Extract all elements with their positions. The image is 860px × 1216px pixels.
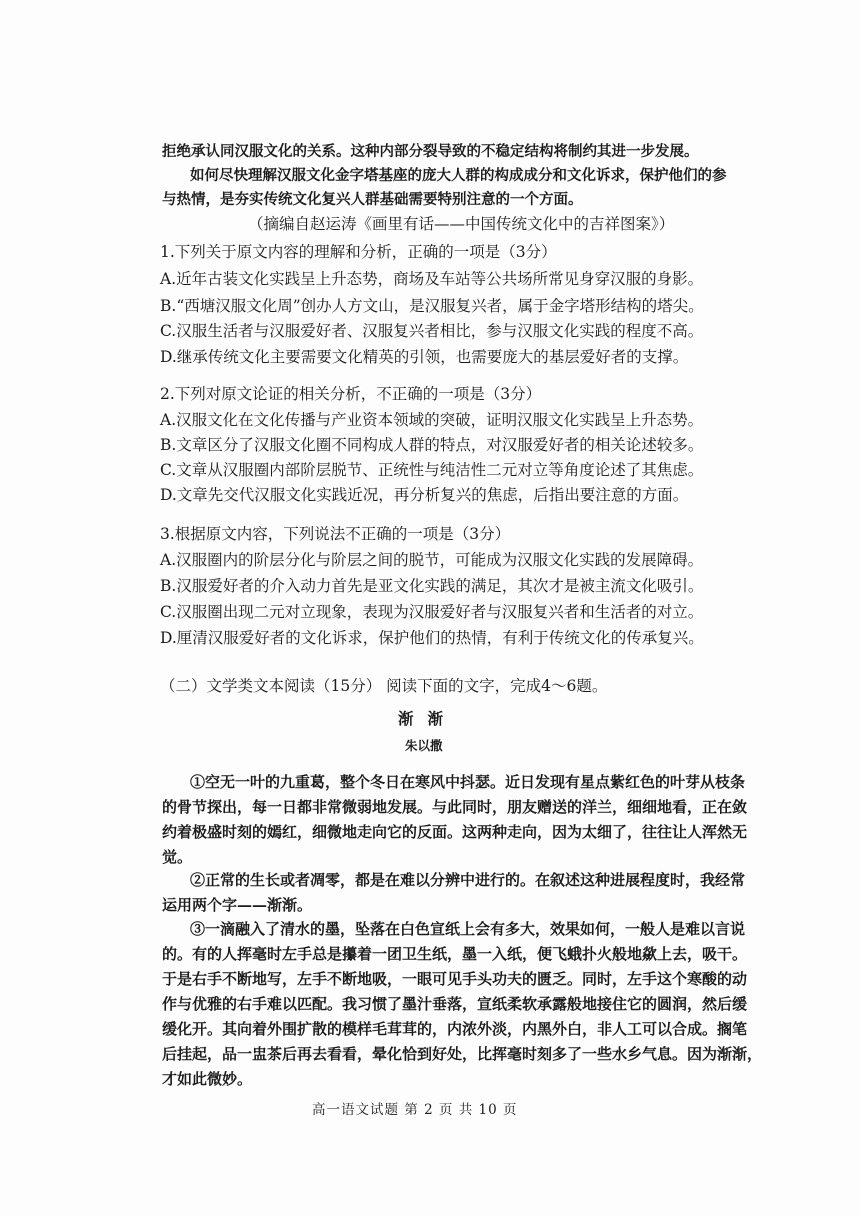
question-option: D.继承传统文化主要需要文化精英的引领，也需要庞大的基层爱好者的支撑。 xyxy=(160,348,689,366)
story-line: 的。有的人挥毫时左手总是攥着一团卫生纸，墨一入纸，便飞蛾扑火般地歘上去，吸干。 xyxy=(162,945,748,963)
page-footer: 高一语文试题 第 2 页 共 10 页 xyxy=(312,1102,518,1118)
question-stem: 2.下列对原文论证的相关分析，不正确的一项是（3分） xyxy=(160,385,542,403)
question-option: D.厘清汉服爱好者的文化诉求，保护他们的热情，有利于传统文化的传承复兴。 xyxy=(160,629,704,647)
question-option: C.汉服圈出现二元对立现象，表现为汉服爱好者与汉服复兴者和生活者的对立。 xyxy=(160,603,704,621)
story-line: 运用两个字——渐渐。 xyxy=(162,896,313,914)
story-line: ③一滴融入了清水的墨，坠落在白色宣纸上会有多大，效果如何，一般人是难以言说 xyxy=(190,920,746,938)
section-heading: （二）文学类文本阅读（15分） 阅读下面的文字，完成4～6题。 xyxy=(160,677,608,695)
question-option: D.文章先交代汉服文化实践近况，再分析复兴的焦虑，后指出要注意的方面。 xyxy=(160,486,689,504)
question-option: B.文章区分了汉服文化圈不同构成人群的特点，对汉服爱好者的相关论述较多。 xyxy=(160,436,704,454)
story-line: 于是右手不断地写，左手不断地吸，一眼可见手头功夫的匮乏。同时，左手这个寒酸的动 xyxy=(162,970,748,988)
question-option: C.文章从汉服圈内部阶层脱节、正统性与纯洁性二元对立等角度论述了其焦虑。 xyxy=(160,461,704,479)
question-option: A.近年古装文化实践呈上升态势，商场及车站等公共场所常见身穿汉服的身影。 xyxy=(160,270,704,288)
story-title: 渐渐 xyxy=(398,709,458,728)
question-stem: 3.根据原文内容，下列说法不正确的一项是（3分） xyxy=(160,525,511,543)
question-option: A.汉服文化在文化传播与产业资本领域的突破，证明汉服文化实践呈上升态势。 xyxy=(160,411,704,429)
story-line: 的骨节探出，每一日都非常微弱地发展。与此同时，朋友赠送的洋兰，细细地看，正在敛 xyxy=(162,798,748,816)
story-author: 朱以撒 xyxy=(405,738,443,753)
story-line: 觉。 xyxy=(162,848,193,866)
story-line: 缓化开。其向着外围扩散的模样毛茸茸的，内浓外淡，内黑外白，非人工可以合成。搁笔 xyxy=(162,1020,748,1038)
passage-source: （摘编自赵运涛《画里有话——中国传统文化中的吉祥图案》） xyxy=(248,215,675,233)
question-stem: 1.下列关于原文内容的理解和分析，正确的一项是（3分） xyxy=(160,243,557,261)
question-option: C.汉服生活者与汉服爱好者、汉服复兴者相比，参与汉服文化实践的程度不高。 xyxy=(160,322,704,340)
question-option: A.汉服圈内的阶层分化与阶层之间的脱节，可能成为汉服文化实践的发展障碍。 xyxy=(160,551,704,569)
story-line: 约着极盛时刻的嫣红，细微地走向它的反面。这两种走向，因为太细了，往往让人浑然无 xyxy=(162,823,748,841)
question-option: B.汉服爱好者的介入动力首先是亚文化实践的满足，其次才是被主流文化吸引。 xyxy=(160,577,704,595)
story-line: ①空无一叶的九重葛，整个冬日在寒风中抖瑟。近日发现有星点紫红色的叶芽从枝条 xyxy=(190,773,746,791)
passage-text-line: 与热情，是夯实传统文化复兴人群基础需要特别注意的一个方面。 xyxy=(162,191,583,208)
question-option: B.“西塘汉服文化周”创办人方文山，是汉服复兴者，属于金字塔形结构的塔尖。 xyxy=(160,297,704,315)
passage-text-line: 拒绝承认同汉服文化的关系。这种内部分裂导致的不稳定结构将制约其进一步发展。 xyxy=(162,143,699,160)
story-line: 才如此微妙。 xyxy=(162,1070,253,1088)
story-line: 后挂起，品一盅茶后再去看看，晕化恰到好处，比挥毫时刻多了一些水乡气息。因为渐渐， xyxy=(162,1045,763,1063)
passage-text-line: 如何尽快理解汉服文化金字塔基座的庞大人群的构成成分和文化诉求，保护他们的参 xyxy=(190,167,727,184)
story-line: 作与优雅的右手难以匹配。我习惯了墨汁垂落，宣纸柔软承露般地接住它的圆润，然后缓 xyxy=(162,995,748,1013)
story-line: ②正常的生长或者凋零，都是在难以分辨中进行的。在叙述这种进展程度时，我经常 xyxy=(190,871,746,889)
